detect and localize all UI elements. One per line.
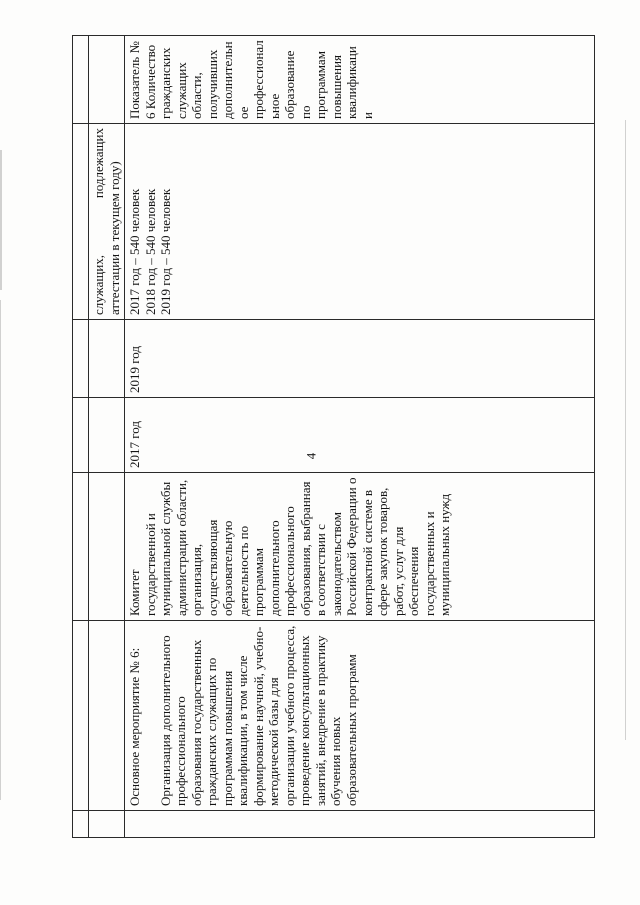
scan-edge-mark xyxy=(0,300,1,800)
cell-empty xyxy=(73,36,89,124)
cell-empty xyxy=(89,320,125,398)
cell-empty xyxy=(89,473,125,621)
cell-empty xyxy=(73,811,89,838)
scan-edge-mark xyxy=(0,150,2,290)
indicator-cell: Показатель № 6 Количество гражданских служащих области, получивших дополнительное профессиональное образование по программам повышения квалификации xyxy=(125,36,595,124)
result-line: 2017 год – 540 человек xyxy=(127,188,142,315)
result-line: 2018 год – 540 человек xyxy=(142,188,158,315)
blank-line xyxy=(143,625,158,806)
table-row-continued-header xyxy=(89,36,125,838)
table-row-measure-6 xyxy=(125,36,595,838)
program-measures-table xyxy=(72,35,595,838)
result-line: 2019 год – 540 человек xyxy=(158,188,173,315)
table-top-border-row xyxy=(73,36,89,838)
cell-empty xyxy=(73,124,89,320)
cell-empty xyxy=(73,473,89,621)
page-number: 4 xyxy=(303,452,319,460)
cell-empty xyxy=(73,398,89,473)
measure-cell xyxy=(125,621,595,811)
cell-empty xyxy=(89,621,125,811)
executor-cell: Комитет государственной и муниципальной службы администрации области, организация, осуществляющая образовательную деятельность по программам дополнительного профессионального образования, выбранная в соответствии с законодательством Российской Федерации о контрактной системе в сфере закупок товаров, работ, услуг для обеспечения государственных и муниципальных нужд xyxy=(125,473,595,621)
scan-edge-mark xyxy=(625,120,626,740)
cell-empty xyxy=(73,621,89,811)
cell-empty xyxy=(89,398,125,473)
result-header-fragment: служащих, подлежащих аттестации в текущем году) xyxy=(89,124,125,320)
measure-title: Основное мероприятие № 6: xyxy=(127,647,142,806)
cell-empty xyxy=(125,811,595,838)
measure-body: Организация дополнительного профессионального образования государственных гражданских служащих по программам повышения квалификации, в том числе формирование научной, учебно-методической базы для организации учебного процесса, проведение консультационных занятий, внедрение в практику обучения новых образовательных программ xyxy=(157,625,359,806)
rotated-table-wrapper xyxy=(72,36,587,838)
result-cell xyxy=(125,124,595,320)
cell-empty xyxy=(89,36,125,124)
start-year-cell: 2017 год xyxy=(125,398,595,473)
end-year-cell: 2019 год xyxy=(125,320,595,398)
cell-empty xyxy=(73,320,89,398)
cell-empty xyxy=(89,811,125,838)
